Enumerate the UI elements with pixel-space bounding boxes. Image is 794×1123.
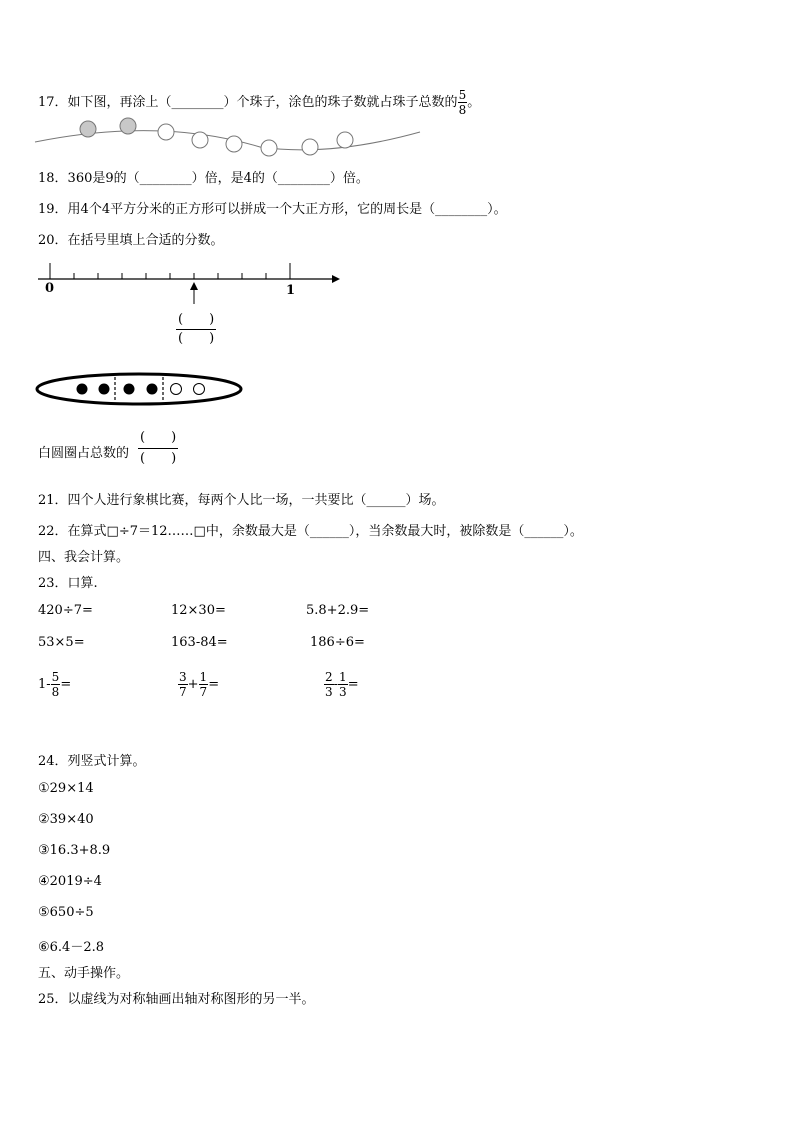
calc-expression: 39×40 (49, 812, 94, 827)
frac-denominator: 8 (51, 685, 60, 699)
calc-expression: 2019÷4 (49, 874, 102, 889)
white-circle-fraction[interactable] (138, 428, 178, 469)
fraction-denominator-blank[interactable]: ( ) (140, 451, 177, 466)
question-21 (38, 489, 445, 508)
bead-empty (158, 124, 174, 140)
q22-answer-blank-1[interactable]: ______ (309, 524, 349, 539)
operator: - (333, 677, 339, 692)
section-heading-5: 五、动手操作。 (38, 966, 130, 981)
q19-answer-blank[interactable]: ________ (435, 202, 488, 217)
black-circle (77, 384, 88, 395)
axis-label-zero: 0 (45, 281, 55, 296)
item-number-icon: ④ (38, 874, 50, 889)
operator: + (187, 677, 199, 692)
question-24-title: 24．列竖式计算。 (38, 754, 146, 769)
question-25: 25．以虚线为对称轴画出轴对称图形的另一半。 (38, 992, 315, 1007)
bead-empty (302, 139, 318, 155)
ticks (50, 263, 290, 279)
q18-text: 18．360是9的（ (38, 171, 140, 186)
frac-denominator: 8 (458, 103, 467, 117)
q21-answer-blank[interactable]: ______ (366, 493, 406, 508)
q18-answer-blank-2[interactable]: ________ (277, 171, 330, 186)
q19-end: ）。 (487, 202, 507, 217)
question-20 (38, 229, 224, 248)
bead-shaded (80, 121, 96, 137)
fraction (178, 670, 188, 699)
item-number-icon: ③ (38, 843, 50, 858)
frac-denominator: 7 (199, 685, 208, 699)
fraction (199, 670, 209, 699)
frac-numerator: 2 (325, 670, 333, 684)
question-23-title: 23．口算. (38, 576, 98, 591)
calc-expression: 29×14 (49, 781, 94, 796)
question-22 (38, 520, 583, 539)
black-circle (124, 384, 135, 395)
frac-numerator: 1 (339, 670, 347, 684)
q21-text: 21．四个人进行象棋比赛，每两个人比一场，一共要比（ (38, 493, 367, 508)
frac-denominator: 7 (179, 685, 187, 699)
item-number-icon: ⑤ (38, 905, 50, 920)
item-number-icon: ② (38, 812, 50, 827)
q21-end: ）场。 (405, 493, 445, 508)
white-circle (171, 384, 182, 395)
q18-end: ）倍。 (329, 171, 369, 186)
calc-expression: 6.4－2.8 (49, 940, 105, 955)
oral-calc-item: 12×30= (171, 603, 226, 618)
fraction-denominator-blank[interactable]: ( ) (178, 331, 215, 346)
q22-text: 22．在算式□÷7＝12……□中，余数最大是（ (38, 524, 310, 539)
fraction-5-8 (458, 88, 468, 117)
frac-numerator: 3 (179, 670, 187, 684)
axis-arrow (332, 275, 340, 283)
frac-denominator: 3 (339, 685, 347, 699)
oral-calc-fraction-3 (324, 670, 359, 699)
q20-text: 20．在括号里填上合适的分数。 (38, 233, 224, 248)
q17-end: 。 (467, 95, 481, 110)
vertical-calc-item (38, 936, 104, 955)
frac-numerator: 5 (458, 88, 467, 102)
fraction-numerator-blank[interactable]: ( ) (138, 428, 178, 449)
fraction-calc-prefix: 1- (38, 677, 51, 692)
fraction (338, 670, 348, 699)
fraction (324, 670, 334, 699)
oral-calc-item: 420÷7= (38, 603, 93, 618)
fraction (51, 670, 61, 699)
white-circle (194, 384, 205, 395)
axis-label-one: 1 (286, 283, 296, 298)
vertical-calc-item (38, 843, 110, 858)
bead-empty (192, 132, 208, 148)
q22-text-mid: ），当余数最大时，被除数是（ (348, 524, 525, 539)
bead-empty (226, 136, 242, 152)
oral-calc-fraction-2 (178, 670, 219, 699)
q19-text: 19．用4个4平方分米的正方形可以拼成一个大正方形，它的周长是（ (38, 202, 436, 217)
q17-text: 17．如下图，再涂上（ (38, 95, 172, 110)
bead-empty (337, 132, 353, 148)
oral-calc-item: 53×5= (38, 635, 85, 650)
q17-text-2: ）个珠子，涂色的珠子数就占珠子总数的 (223, 95, 458, 110)
q18-answer-blank-1[interactable]: ________ (139, 171, 192, 186)
fraction-numerator-blank[interactable]: ( ) (176, 311, 216, 330)
frac-denominator: 3 (325, 685, 333, 699)
bead-empty (261, 140, 277, 156)
vertical-calc-item (38, 905, 94, 920)
oral-calc-item: 186÷6= (310, 635, 365, 650)
bead-shaded (120, 118, 136, 134)
oval-outline (37, 374, 241, 404)
question-19 (38, 198, 507, 217)
number-line-fraction[interactable] (176, 311, 216, 348)
frac-numerator: 1 (199, 670, 208, 684)
black-circle (99, 384, 110, 395)
white-circle-label: 白圆圈占总数的 (38, 446, 130, 461)
bead-string-figure (30, 112, 430, 162)
q22-end: ）。 (563, 524, 583, 539)
vertical-calc-item (38, 812, 94, 827)
section-heading-4: 四、我会计算。 (38, 550, 130, 565)
q18-text-mid: ）倍，是4的（ (191, 171, 278, 186)
question-18 (38, 167, 369, 186)
oral-calc-item: 5.8+2.9= (306, 603, 370, 618)
circle-oval-figure (36, 372, 246, 408)
item-number-icon: ⑥ (38, 940, 50, 955)
equals-sign: = (208, 677, 220, 692)
frac-numerator: 5 (51, 670, 60, 684)
pointer-arrow-icon (188, 282, 200, 304)
q22-answer-blank-2[interactable]: ______ (524, 524, 564, 539)
vertical-calc-item (38, 874, 102, 889)
equals-sign: = (60, 677, 72, 692)
calc-expression: 650÷5 (49, 905, 94, 920)
black-circle (147, 384, 158, 395)
calc-expression: 16.3+8.9 (49, 843, 111, 858)
oral-calc-item: 163-84= (171, 635, 228, 650)
q17-answer-blank[interactable]: ________ (171, 95, 224, 110)
equals-sign: = (347, 677, 359, 692)
vertical-calc-item (38, 781, 94, 796)
oral-calc-fraction-1 (38, 670, 71, 699)
item-number-icon: ① (38, 781, 50, 796)
